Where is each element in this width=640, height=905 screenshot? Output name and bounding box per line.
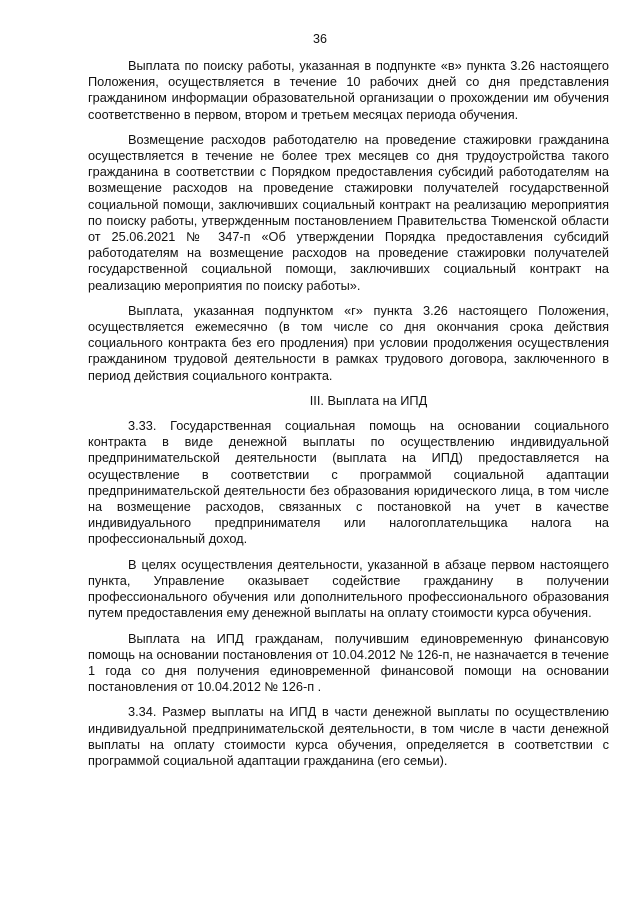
- paragraph-job-search-payment: Выплата по поиску работы, указанная в подпункте «в» пункта 3.26 настоящего Положения, осуществляется в течение 10 рабочих дней со дня представления гражданином информации образовательной организации о прохождении им обучения соответственно в первом, втором и третьем месяцах периода обучения.: [88, 58, 609, 122]
- paragraph-3-33: 3.33. Государственная социальная помощь на основании социального контракта в виде денежной выплаты по осуществлению индивидуальной предпринимательской деятельности (выплата на ИПД) предоставляется на осуществление в соответствии с программой социальной адаптации предпринимательской деятельности без образования юридического лица, в том числе на возмещение расходов, связанных с постановкой на учет в качестве индивидуального предпринимателя или налогоплательщика налога на профессиональный доход.: [88, 418, 609, 547]
- paragraph-monthly-payment: Выплата, указанная подпунктом «г» пункта 3.26 настоящего Положения, осуществляется ежемесячно (в том числе со дня окончания срока действия социального контракта без его продления) при условии продолжения осуществления гражданином трудовой деятельности в рамках трудового договора, заключенного в период действия социального контракта.: [88, 302, 609, 383]
- paragraph-ipd-restriction: Выплата на ИПД гражданам, получившим единовременную финансовую помощь на основании постановления от 10.04.2012 № 126-п, не назначается в течение 1 года со дня получения единовременной финансовой помощи на основании постановления от 10.04.2012 № 126-п .: [88, 630, 609, 695]
- section-heading: III. Выплата на ИПД: [309, 392, 428, 408]
- paragraph-training-assistance: В целях осуществления деятельности, указанной в абзаце первом настоящего пункта, Управление оказывает содействие гражданину в получении профессионального обучения или дополнительного профессионального образования путем предоставления ему денежной выплаты на оплату стоимости курса обучения.: [88, 556, 609, 621]
- document-body: [88, 58, 609, 778]
- paragraph-3-34: 3.34. Размер выплаты на ИПД в части денежной выплаты по осуществлению индивидуальной предпринимательской деятельности, в том числе в части денежной выплаты на оплату стоимости курса обучения, определяется в соответствии с программой социальной адаптации гражданина (его семьи).: [88, 704, 609, 768]
- page-number: 36: [313, 32, 327, 46]
- paragraph-internship-reimbursement: Возмещение расходов работодателю на проведение стажировки гражданина осуществляется в течение не более трех месяцев со дня трудоустройства такого гражданина в соответствии с Порядком предоставления субсидий работодателям на возмещение расходов на проведение стажировки получателей государственной социальной помощи, заключивших социальный контракт на реализацию мероприятия по поиску работы, утвержденным постановлением Правительства Тюменской области от 25.06.2021 № 347-п «Об утверждении Порядка предоставления субсидий работодателям на возмещение расходов на проведение стажировки получателей государственной социальной помощи, заключивших социальный контракт на реализацию мероприятия по поиску работы».: [88, 131, 609, 293]
